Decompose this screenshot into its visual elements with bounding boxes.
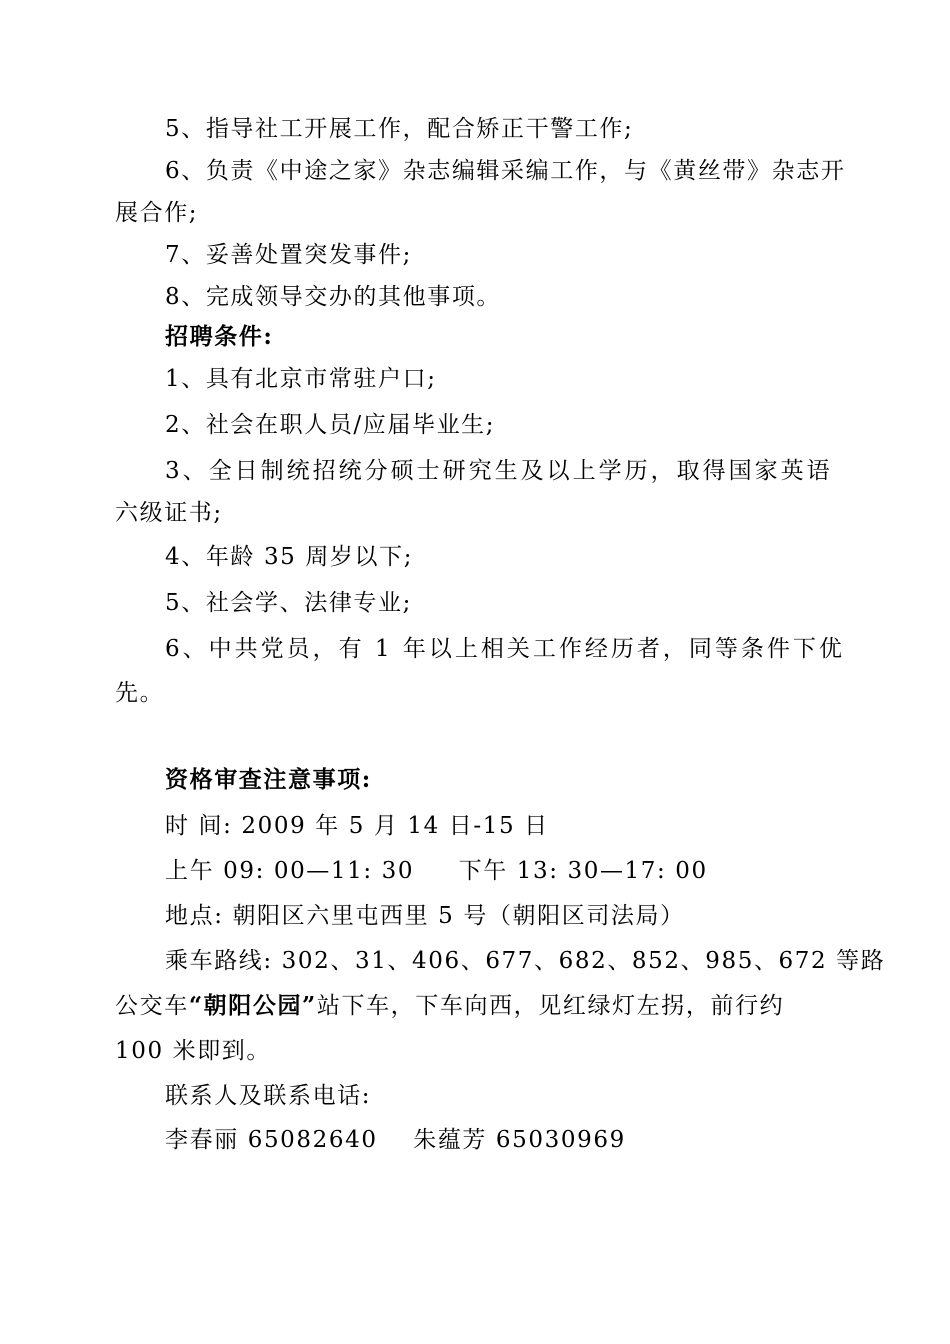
bus-station-name: “朝阳公园”: [188, 992, 317, 1019]
review-heading: 资格审查注意事项:: [165, 766, 372, 793]
requirements-heading: 招聘条件:: [165, 323, 274, 350]
duty-item: 7、妥善处置突发事件;: [165, 242, 412, 268]
requirement-item: 5、社会学、法律专业;: [165, 590, 412, 616]
bus-route-prefix: 公交车: [115, 993, 189, 1019]
contact-list: 李春丽 65082640 朱蕴芳 65030969: [165, 1127, 626, 1153]
requirement-item: 4、年龄 35 周岁以下;: [165, 544, 414, 570]
bus-route: 乘车路线: 302、31、406、677、682、852、985、672 等路: [165, 948, 886, 974]
requirement-item: 6、中共党员，有 1 年以上相关工作经历者，同等条件下优: [165, 636, 845, 662]
requirement-item: 3、全日制统招统分硕士研究生及以上学历，取得国家英语: [165, 458, 833, 484]
review-hours: 上午 09: 00—11: 30 下午 13: 30—17: 00: [165, 858, 708, 884]
requirement-item-continuation: 六级证书;: [115, 500, 223, 526]
duty-item: 6、负责《中途之家》杂志编辑采编工作，与《黄丝带》杂志开: [165, 158, 846, 184]
requirement-item-continuation: 先。: [115, 680, 165, 706]
bus-route-continuation: [115, 992, 784, 1020]
requirement-item: 2、社会在职人员/应届毕业生;: [165, 412, 496, 438]
bus-route-continuation: 100 米即到。: [115, 1038, 272, 1064]
contact-heading: 联系人及联系电话:: [165, 1083, 372, 1109]
bus-route-suffix: 站下车，下车向西，见红绿灯左拐，前行约: [316, 993, 785, 1019]
review-time: 时 间: 2009 年 5 月 14 日-15 日: [165, 813, 549, 839]
review-location: 地点: 朝阳区六里屯西里 5 号（朝阳区司法局）: [165, 903, 685, 929]
duty-item: 8、完成领导交办的其他事项。: [165, 284, 502, 310]
duty-item: 5、指导社工开展工作，配合矫正干警工作;: [165, 116, 634, 142]
duty-item-continuation: 展合作;: [115, 200, 199, 226]
requirement-item: 1、具有北京市常驻户口;: [165, 366, 437, 392]
